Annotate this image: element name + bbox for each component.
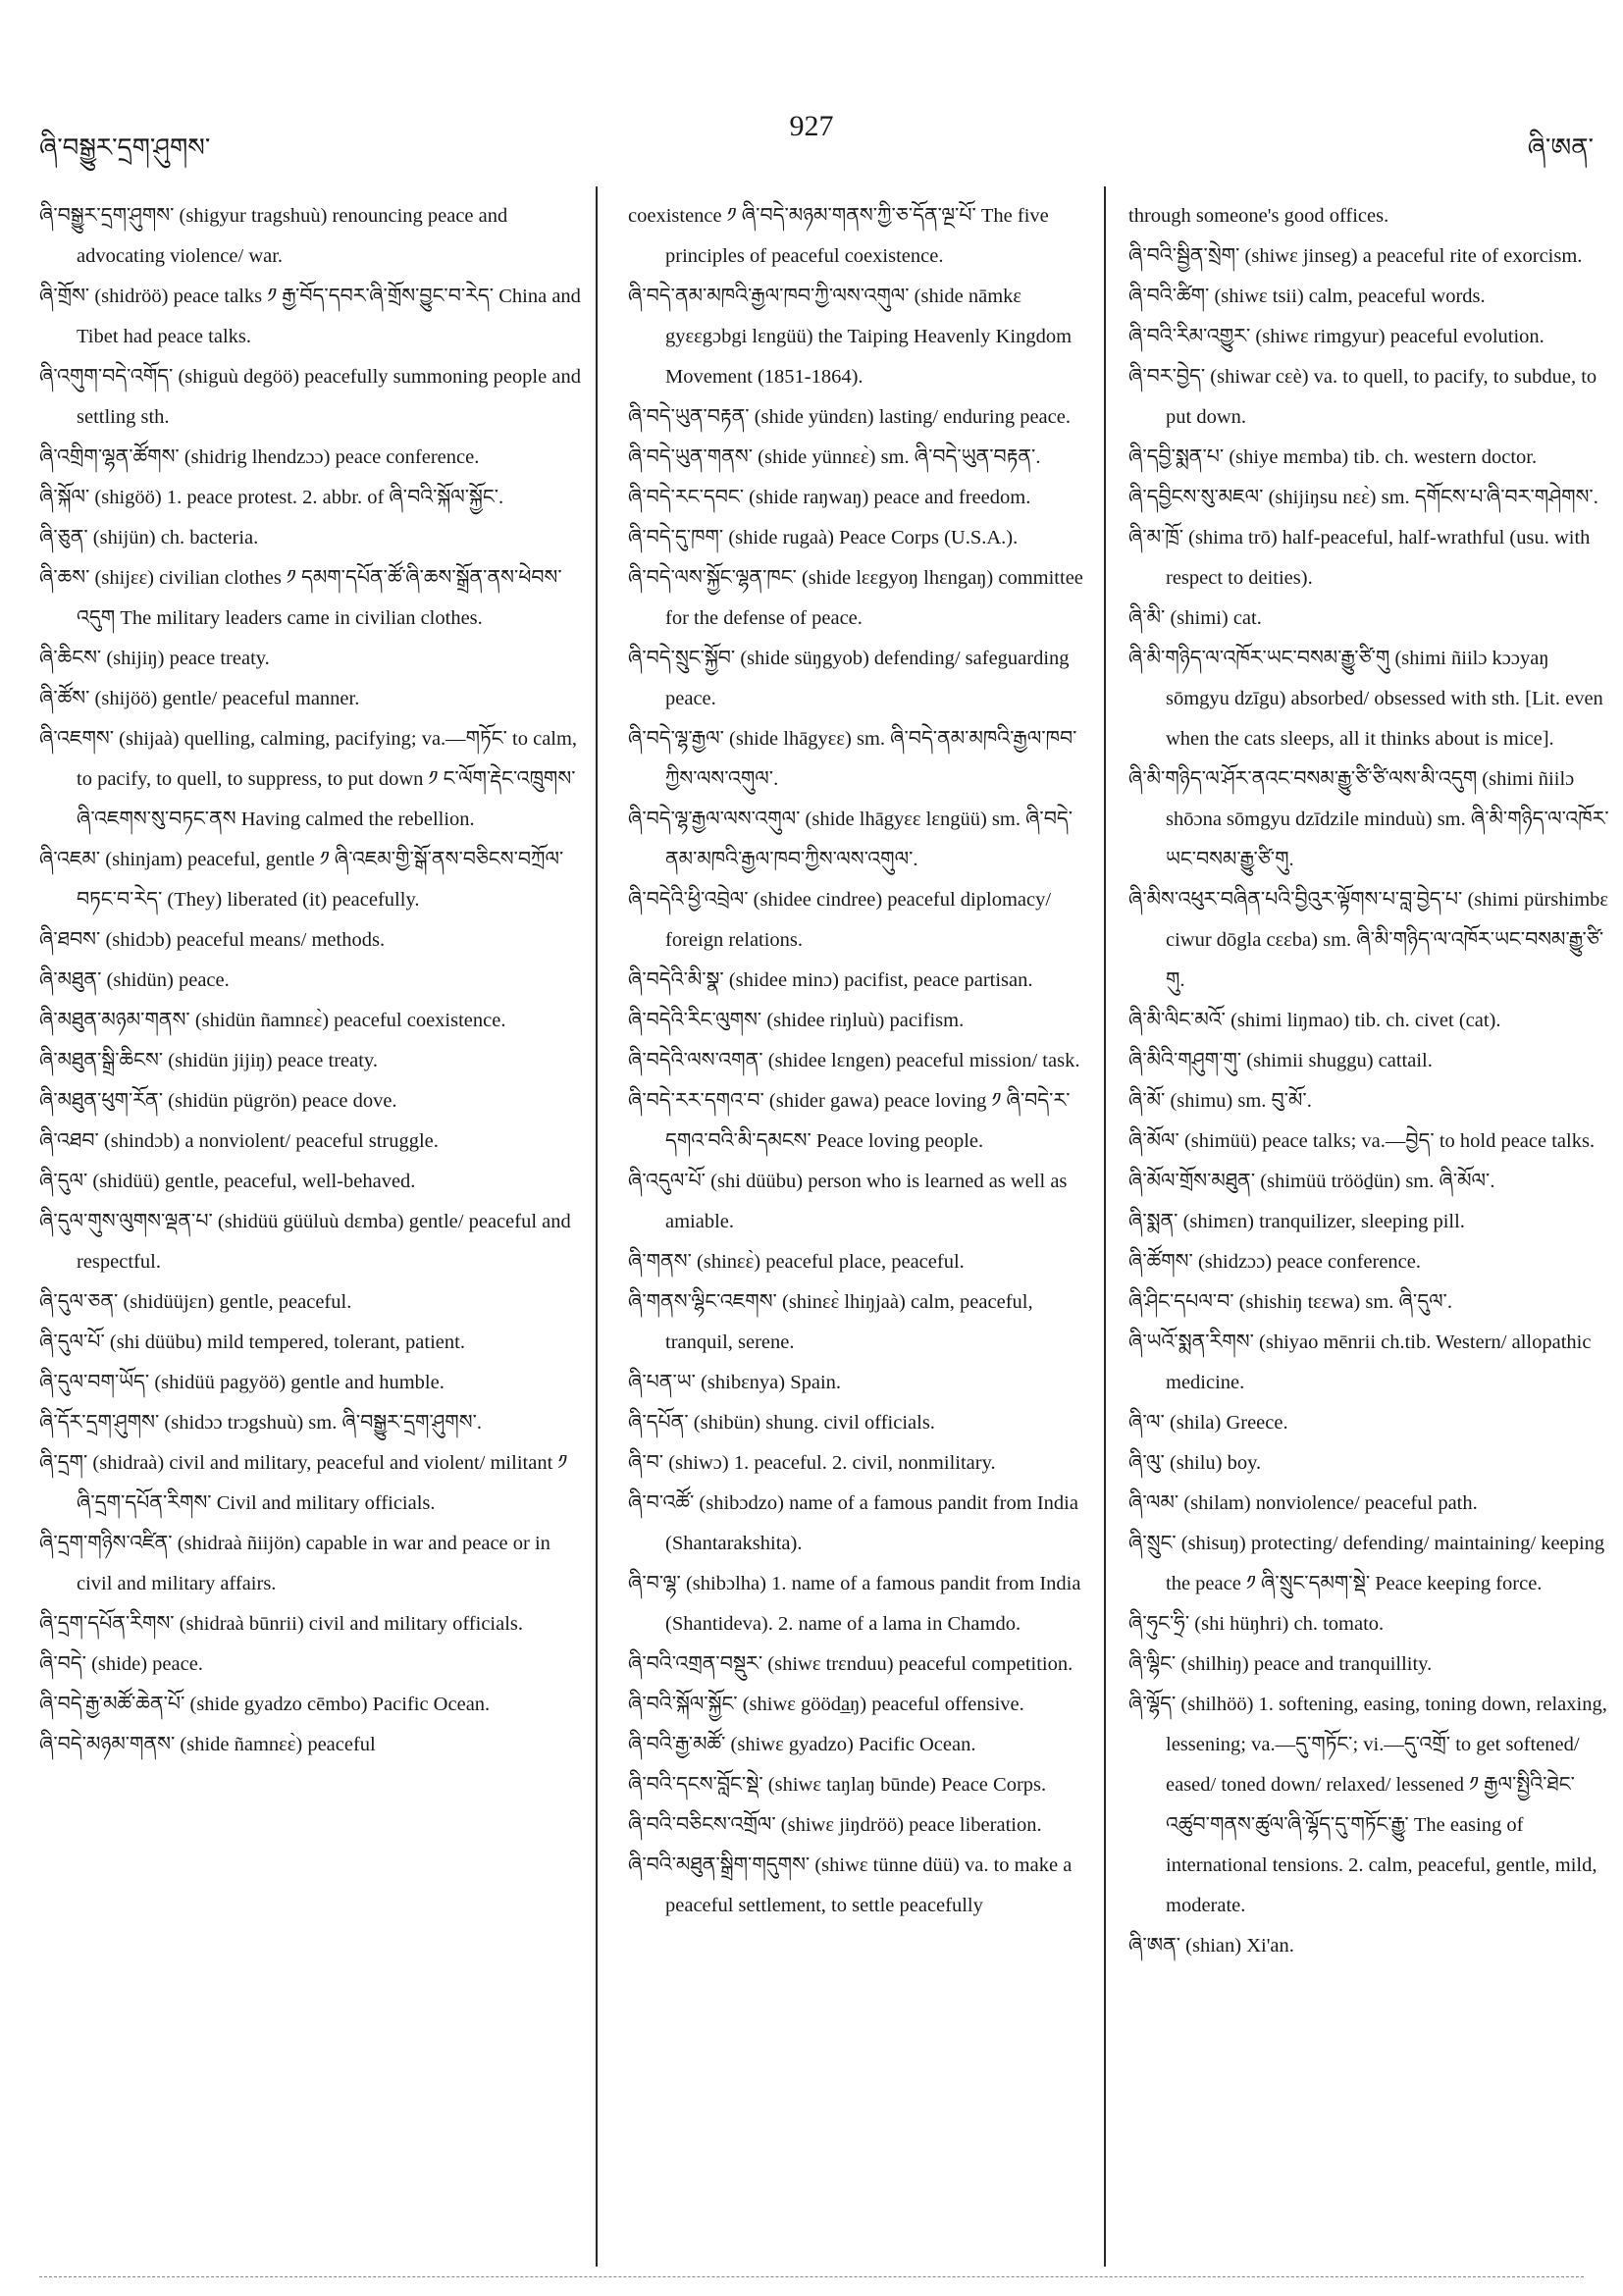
dictionary-entry: ཞི་དུལ་གུས་ལུགས་ལྡན་པ་ (shidüü güüluù dɛmba) gentle/ peaceful and respectful. <box>39 1211 571 1273</box>
column-divider <box>596 186 598 2267</box>
dictionary-entry: ཞི་ཧུང་ཧྲི་ (shi hüŋhri) ch. tomato. <box>1128 1613 1385 1635</box>
dictionary-entry: ཞི་མོལ་གྲོས་མཐུན་ (shimüü trööḏün) sm. ཞི་མོལ་. <box>1128 1171 1495 1192</box>
dictionary-entry: ཞི་བདེ་རྒྱ་མཚོ་ཆེན་པོ་ (shide gyadzo cēmbo) Pacific Ocean. <box>39 1694 491 1715</box>
dictionary-entry: ཞི་མཐུན་ཕུག་རོན་ (shidün pügrön) peace dove. <box>39 1090 397 1112</box>
dictionary-entry: ཞི་དུལ་པོ་ (shi düübu) mild tempered, tolerant, patient. <box>39 1331 465 1353</box>
dictionary-entry: ཞི་ཚོས་ (shijöö) gentle/ peaceful manner. <box>39 688 360 709</box>
dictionary-entry: ཞི་བདེ་རང་དབང་ (shide raŋwaŋ) peace and freedom. <box>628 487 1031 508</box>
dictionary-entry: ཞི་འཇམ་ (shinjam) peaceful, gentle ༡ ཞི་འཇམ་གྱི་སྒོ་ནས་བཅིངས་བཀྲོལ་བཏང་བ་རེད་ (They) liberated (it) peacefully. <box>39 849 564 911</box>
dictionary-entry: ཞི་མིས་འཕུར་བཞིན་པའི་བྱིའུར་ལྟོགས་པ་བླ་བྱེད་པ་ (shimi pürshimbɛ ciwur dōgla cɛɛba) sm. ཞི་མི་གཉིད་ལ་འཁོར་ཡང་བསམ་རྒྱུ་ཙི་གུ. <box>1128 889 1609 991</box>
dictionary-entry: ཞི་བདེ་ལས་སྐྱོང་ལྷན་ཁང་ (shide lɛɛgyoŋ lhɛngaŋ) committee for the defense of peace. <box>628 567 1083 629</box>
dictionary-entry: ཞི་དུལ་ཅན་ (shidüüjɛn) gentle, peaceful. <box>39 1291 352 1313</box>
dictionary-entry: ཞི་གནས་ (shinɛɛ̀) peaceful place, peaceful. <box>628 1251 965 1273</box>
dictionary-entry: ཞི་མོ་ (shimu) sm. བུ་མོ་. <box>1128 1090 1312 1112</box>
dictionary-entry: ཞི་པན་ཡ་ (shibɛnya) Spain. <box>628 1372 842 1393</box>
dictionary-entry: ཞི་བདེ་ལྷ་རྒྱལ་ལས་འགུལ་ (shide lhāgyɛɛ lɛngüü) sm. ཞི་བདེ་ནམ་མཁའི་རྒྱལ་ཁབ་ཀྱིས་ལས་འགུལ་. <box>628 809 1073 870</box>
dictionary-entry: ཞི་སྲུང་ (shisuŋ) protecting/ defending/ maintaining/ keeping the peace ༡ ཞི་སྲུང་དམག་སྡེ་ Peace keeping force. <box>1128 1533 1605 1594</box>
column-3 <box>1128 196 1615 2257</box>
dictionary-entry: ཞི་མི་གཉིད་ལ་འཁོར་ཡང་བསམ་རྒྱུ་ཙི་གུ (shimi ñiilɔ kɔɔyaŋ sōmgyu dzīgu) absorbed/ obsessed with sth. [Lit. even when the cats sleeps, all it thinks about is mice]. <box>1128 648 1603 750</box>
dictionary-entry: ཞི་བདེའི་མི་སྣ་ (shidee minɔ) pacifist, peace partisan. <box>628 969 1033 991</box>
dictionary-entry: ཞི་ཆིངས་ (shijiŋ) peace treaty. <box>39 648 270 669</box>
dictionary-entry: ཞི་དོར་དྲག་ཤུགས་ (shidɔɔ trɔgshuù) sm. ཞི་བསྒྱུར་དྲག་ཤུགས་. <box>39 1412 483 1434</box>
dictionary-entry: ཞི་བདེའི་ལས་འགན་ (shidee lɛngen) peaceful mission/ task. <box>628 1050 1080 1071</box>
dictionary-entry: ཞི་མཐུན་ (shidün) peace. <box>39 969 230 991</box>
dictionary-entry: ཞི་དབྱི་སྨན་པ་ (shiye mɛmba) tib. ch. western doctor. <box>1128 446 1538 468</box>
dictionary-entry: ཞི་སྐོལ་ (shigöö) 1. peace protest. 2. abbr. of ཞི་བའི་སྐོལ་སྐྱོང་. <box>39 487 504 508</box>
dictionary-entry: ཞི་མི་ལིང་མའོ་ (shimi liŋmao) tib. ch. civet (cat). <box>1128 1010 1501 1031</box>
dictionary-entry: ཞི་བདེ་ནམ་མཁའི་རྒྱལ་ཁབ་ཀྱི་ལས་འགུལ་ (shide nāmkɛ gyɛɛgɔbgi lɛngüü) the Taiping Heavenly Kingdom Movement (1851-1864). <box>628 286 1073 388</box>
dictionary-entry: ཞི་མ་ཁྲོ་ (shima trō) half-peaceful, half-wrathful (usu. with respect to deities). <box>1128 527 1591 589</box>
dictionary-entry: ཞི་ཅུན་ (shijün) ch. bacteria. <box>39 527 259 548</box>
dictionary-entry: ཞི་བདེ་མཉམ་གནས་ (shide ñamnɛɛ̀) peaceful <box>39 1734 376 1755</box>
dictionary-entry: ཞི་འགུག་བདེ་འགོད་ (shiguù degöö) peacefully summoning people and settling sth. <box>39 366 581 428</box>
page-number: 927 <box>789 110 834 142</box>
dictionary-entry: ཞི་སྨན་ (shimɛn) tranquilizer, sleeping pill. <box>1128 1211 1465 1232</box>
column-divider <box>1104 186 1106 2267</box>
dictionary-entry: ཞི་བའི་རྒྱ་མཚོ་ (shiwɛ gyadzo) Pacific Ocean. <box>628 1734 976 1755</box>
dictionary-entry: ཞི་གནས་ལྷིང་འཇགས་ (shinɛɛ̀ lhiŋjaà) calm, peaceful, tranquil, serene. <box>628 1291 1033 1353</box>
footer-rule <box>39 2276 1584 2277</box>
dictionary-entry: ཞི་བའི་མཐུན་སྒྲིག་གདུགས་ (shiwɛ tünne düü) va. to make a peaceful settlement, to settle peacefully <box>628 1854 1073 1916</box>
dictionary-entry: ཞི་ཡའོ་སྨན་རིགས་ (shiyao mēnrii ch.tib. Western/ allopathic medicine. <box>1128 1331 1592 1393</box>
dictionary-entry: ཞི་བདེའི་ཕྱི་འབྲེལ་ (shidee cindree) peaceful diplomacy/ foreign relations. <box>628 889 1052 951</box>
dictionary-entry: ཞི་བདེ་ཡུན་བརྟན་ (shide yündɛn) lasting/ enduring peace. <box>628 406 1071 428</box>
dictionary-entry: ཞི་འཐབ་ (shindɔb) a nonviolent/ peaceful struggle. <box>39 1130 439 1152</box>
dictionary-entry: ཞི་བདེ་དུ་ཁག་ (shide rugaà) Peace Corps (U.S.A.). <box>628 527 1019 548</box>
right-guide-word: ཞི་ཨན་ <box>1527 133 1594 162</box>
dictionary-entry: ཞི་འཇགས་ (shijaà) quelling, calming, pacifying; va.—གཏོང་ to calm, to pacify, to quell, to suppress, to put down ༡ ང་ལོག་རྡེང་འཁྲུགས་ཞི་འཇགས་སུ་བཏང་ནས Having calmed the rebellion. <box>39 728 578 830</box>
dictionary-entry: ཞི་བའི་སྦྱིན་སྲེག་ (shiwɛ jinseg) a peaceful rite of exorcism. <box>1128 245 1583 267</box>
dictionary-entry: ཞི་བའི་རིམ་འགྱུར་ (shiwɛ rimgyur) peaceful evolution. <box>1128 326 1544 347</box>
dictionary-entry: ཞི་དུལ་བག་ཡོད་ (shidüü pagyöö) gentle and humble. <box>39 1372 445 1393</box>
dictionary-entry: ཞི་འགྲིག་ལྷན་ཚོགས་ (shidrig lhendzɔɔ) peace conference. <box>39 446 480 468</box>
dictionary-entry: ཞི་བར་བྱེད་ (shiwar cɛè) va. to quell, to pacify, to subdue, to put down. <box>1128 366 1597 428</box>
dictionary-entry: ཞི་གྲོས་ (shidröö) peace talks ༡ རྒྱ་བོད་དབར་ཞི་གྲོས་བྱུང་བ་རེད་ China and Tibet had peace talks. <box>39 286 581 347</box>
dictionary-entry: ཞི་དྲག་དཔོན་རིགས་ (shidraà būnrii) civil and military officials. <box>39 1613 524 1635</box>
left-guide-word: ཞི་བསྒྱུར་དྲག་ཤུགས་ <box>39 133 211 162</box>
dictionary-entry: ཞི་བའི་བཅིངས་འགྲོལ་ (shiwɛ jiŋdröö) peace liberation. <box>628 1814 1042 1836</box>
dictionary-entry: ཞི་བའི་སྐོལ་སྐྱོང་ (shiwɛ gööda̲ŋ) peaceful offensive. <box>628 1694 1024 1715</box>
dictionary-entry: ཞི་བསྒྱུར་དྲག་ཤུགས་ (shigyur tragshuù) renouncing peace and advocating violence/ war. <box>39 205 508 267</box>
dictionary-entry: through someone's good offices. <box>1128 205 1389 227</box>
dictionary-entry: ཞི་ལུ་ (shilu) boy. <box>1128 1452 1262 1474</box>
dictionary-entry: ཞི་བའི་འགྲན་བསྡུར་ (shiwɛ trɛnduu) peaceful competition. <box>628 1653 1073 1675</box>
dictionary-entry: ཞི་འདུལ་པོ་ (shi düübu) person who is learned as well as amiable. <box>628 1171 1068 1232</box>
dictionary-entry: ཞི་ཐབས་ (shidɔb) peaceful means/ methods. <box>39 929 386 951</box>
dictionary-entry: ཞི་བའི་ཚིག་ (shiwɛ tsii) calm, peaceful words. <box>1128 286 1486 307</box>
dictionary-entry: ཞི་ལྷིང་ (shilhiŋ) peace and tranquillity. <box>1128 1653 1433 1675</box>
dictionary-entry: ཞི་བདེ་རར་དགའ་བ་ (shider gawa) peace loving ༡ ཞི་བདེ་ར་དགའ་བའི་མི་དམངས་ Peace loving people. <box>628 1090 1071 1152</box>
column-1 <box>39 196 584 2257</box>
dictionary-entry: ཞི་དྲག་གཉིས་འཛིན་ (shidraà ñiijön) capable in war and peace or in civil and military affairs. <box>39 1533 550 1594</box>
dictionary-entry: ཞི་ཨན་ (shian) Xi'an. <box>1128 1935 1294 1957</box>
dictionary-entry: ཞི་བདེ་སྲུང་སྐྱོབ་ (shide süŋgyob) defending/ safeguarding peace. <box>628 648 1070 709</box>
dictionary-entry: ཞི་དབྱིངས་སུ་མཇལ་ (shijiŋsu nɛɛ̀) sm. དགོངས་པ་ཞི་བར་གཤེགས་. <box>1128 487 1598 508</box>
dictionary-entry: ཞི་ལམ་ (shilam) nonviolence/ peaceful path. <box>1128 1492 1478 1514</box>
dictionary-entry: ཞི་མི་གཉིད་ལ་ཤོར་ནའང་བསམ་རྒྱུ་ཙི་ཙི་ལས་མི་འདུག (shimi ñiilɔ shōɔna sōmgyu dzīdzile minduù) sm. ཞི་མི་གཉིད་ལ་འཁོར་ཡང་བསམ་རྒྱུ་ཙི་གུ. <box>1128 768 1609 870</box>
dictionary-entry: ཞི་མཐུན་སྒྲི་ཆིངས་ (shidün jijiŋ) peace treaty. <box>39 1050 378 1071</box>
dictionary-entry: coexistence ༡ ཞི་བདེ་མཉམ་གནས་ཀྱི་ཅ་དོན་ལྔ་པོ་ The five principles of peaceful coexistence. <box>628 205 1049 267</box>
dictionary-entry: ཞི་བདེ་ (shide) peace. <box>39 1653 203 1675</box>
column-2 <box>628 196 1084 2257</box>
dictionary-entry: ཞི་ཆས་ (shijɛɛ) civilian clothes ༡ དམག་དཔོན་ཚོ་ཞི་ཆས་སྒྲོན་ནས་ཕེབས་འདུག The military leaders came in civilian clothes. <box>39 567 562 629</box>
dictionary-entry: ཞི་མི་ (shimi) cat. <box>1128 607 1262 629</box>
dictionary-entry: ཞི་མོལ་ (shimüü) peace talks; va.—བྱེད་ to hold peace talks. <box>1128 1130 1596 1152</box>
dictionary-entry: ཞི་དུལ་ (shidüü) gentle, peaceful, well-behaved. <box>39 1171 416 1192</box>
dictionary-entry: ཞི་བདེ་ཡུན་གནས་ (shide yünnɛɛ̀) sm. ཞི་བདེ་ཡུན་བརྟན་. <box>628 446 1041 468</box>
dictionary-entry: ཞི་ཚོགས་ (shidzɔɔ) peace conference. <box>1128 1251 1421 1273</box>
dictionary-entry: ཞི་བ་ (shiwɔ) 1. peaceful. 2. civil, nonmilitary. <box>628 1452 996 1474</box>
dictionary-entry: ཞི་བདེ་ལྷ་རྒྱལ་ (shide lhāgyɛɛ) sm. ཞི་བདེ་ནམ་མཁའི་རྒྱལ་ཁབ་ཀྱིས་ལས་འགུལ་. <box>628 728 1077 790</box>
dictionary-entry: ཞི་བདེའི་རིང་ལུགས་ (shidee riŋluù) pacifism. <box>628 1010 965 1031</box>
dictionary-entry: ཞི་བ་ལྷ་ (shibɔlha) 1. name of a famous pandit from India (Shantideva). 2. name of a lama in Chamdo. <box>628 1573 1081 1635</box>
dictionary-entry: ཞི་མིའི་གཤུག་གུ་ (shimii shuggu) cattail. <box>1128 1050 1433 1071</box>
dictionary-entry: ཞི་བ་འཚོ་ (shibɔdzo) name of a famous pandit from India (Shantarakshita). <box>628 1492 1078 1554</box>
dictionary-entry: ཞི་ལ་ (shila) Greece. <box>1128 1412 1288 1434</box>
dictionary-entry: ཞི་ལྷོད་ (shilhöö) 1. softening, easing, toning down, relaxing, lessening; va.—དུ་གཏོང་; vi.—དུ་འགྲོ་ to get softened/ eased/ toned down/ relaxed/ lessened ༡ རྒྱལ་སྤྱིའི་ཐེང་འཚུབ་གནས་ཚུལ་ཞི་ལྷོད་དུ་གཏོང་རྒྱུ་ The easing of international tensions. 2. calm, peaceful, gentle, mild, moderate. <box>1128 1694 1607 1916</box>
page-header <box>0 110 1623 169</box>
dictionary-entry: ཞི་དཔོན་ (shibün) shung. civil officials. <box>628 1412 935 1434</box>
dictionary-entry: ཞི་དྲག་ (shidraà) civil and military, peaceful and violent/ militant ༡ ཞི་དྲག་དཔོན་རིགས་ Civil and military officials. <box>39 1452 568 1514</box>
dictionary-entry: ཞི་བའི་དངས་བློང་སྡེ་ (shiwɛ taŋlaŋ būnde) Peace Corps. <box>628 1774 1047 1796</box>
dictionary-entry: ཞི་ཤིང་དཔལ་བ་ (shishiŋ tɛɛwa) sm. ཞི་དུལ་. <box>1128 1291 1452 1313</box>
dictionary-entry: ཞི་མཐུན་མཉམ་གནས་ (shidün ñamnɛɛ̀) peaceful coexistence. <box>39 1010 506 1031</box>
